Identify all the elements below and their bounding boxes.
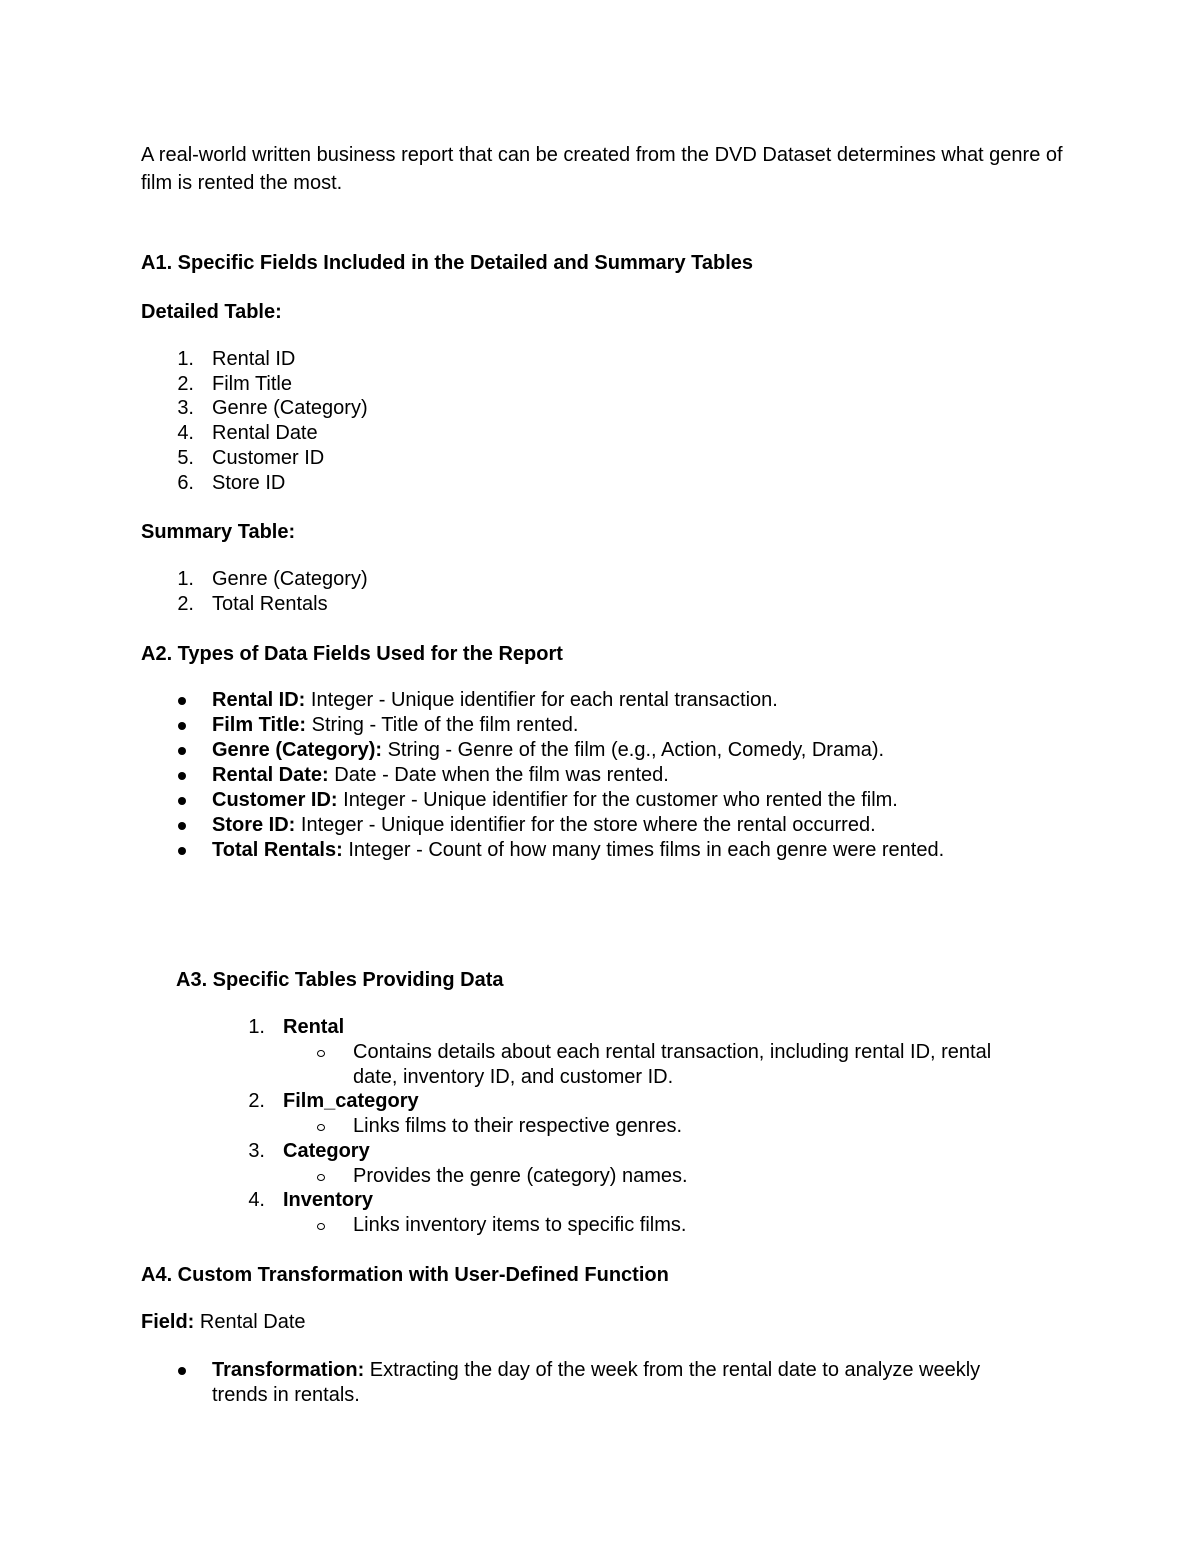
bullet-icon (178, 847, 186, 855)
bullet-icon (178, 722, 186, 730)
summary-table-label: Summary Table: (141, 521, 296, 543)
intro-paragraph: A real-world written business report that can be created from the DVD Dataset determines what genre of film is rented the most. (141, 144, 1063, 194)
field-line (141, 1310, 306, 1335)
circle-bullet-icon (317, 1174, 325, 1181)
bullet-icon (178, 697, 186, 705)
a4-heading: A4. Custom Transformation with User-Defined Function (141, 1264, 669, 1286)
document-page: A real-world written business report that can be created from the DVD Dataset determines what genre of film is rented the most. A1. Specific Fields Included in the Detailed and Summary Tables Detailed Table: 1. Rental ID 2. Film Title 3. Genre (Category) 4. Rental Date 5. Customer ID 6. Store ID Summary Table: 1. Genre (Category) 2. Total Rentals A2. Types of Data Fields Used for the Report Rental ID: Integer - Unique identifier for each rental transaction. Film Title: String - Title of the film rented. Genre (Category): String - Genre of the film (e.g., Action, Comedy, Drama). Rental Date: Date - Date when the film was rented. Customer ID: Integer - Unique identifier for the customer who rented the film. Store ID: Integer - Unique identifier for the store where the rental occurred. Total Rentals: Integer - Count of how many times films in each genre were rented. A3. Specific Tables Providing Data 1. Rental Contains details about each rental transaction, including rental ID, rental date, inventory ID, and customer ID. 2. Film_category Links films to their respective genres. 3. Category Provides the genre (category) names. 4. Inventory Links inventory items to specific films. A4. Custom Transformation with User-Defined Function Field: Rental Date Transformation: Extracting the day of the week from the rental date to analyze weekly trends in rentals. (0, 0, 1200, 1553)
bullet-icon (178, 1367, 186, 1375)
circle-bullet-icon (317, 1124, 325, 1131)
bullet-icon (178, 772, 186, 780)
bullet-icon (178, 747, 186, 755)
a2-heading: A2. Types of Data Fields Used for the Report (141, 643, 563, 665)
field-label: Field: (141, 1311, 195, 1333)
a3-heading: A3. Specific Tables Providing Data (176, 969, 504, 991)
field-value: Rental Date (194, 1311, 306, 1333)
circle-bullet-icon (317, 1223, 325, 1230)
detailed-table-label: Detailed Table: (141, 301, 282, 323)
bullet-icon (178, 822, 186, 830)
circle-bullet-icon (317, 1050, 325, 1057)
a1-heading: A1. Specific Fields Included in the Detailed and Summary Tables (141, 252, 754, 274)
bullet-icon (178, 797, 186, 805)
